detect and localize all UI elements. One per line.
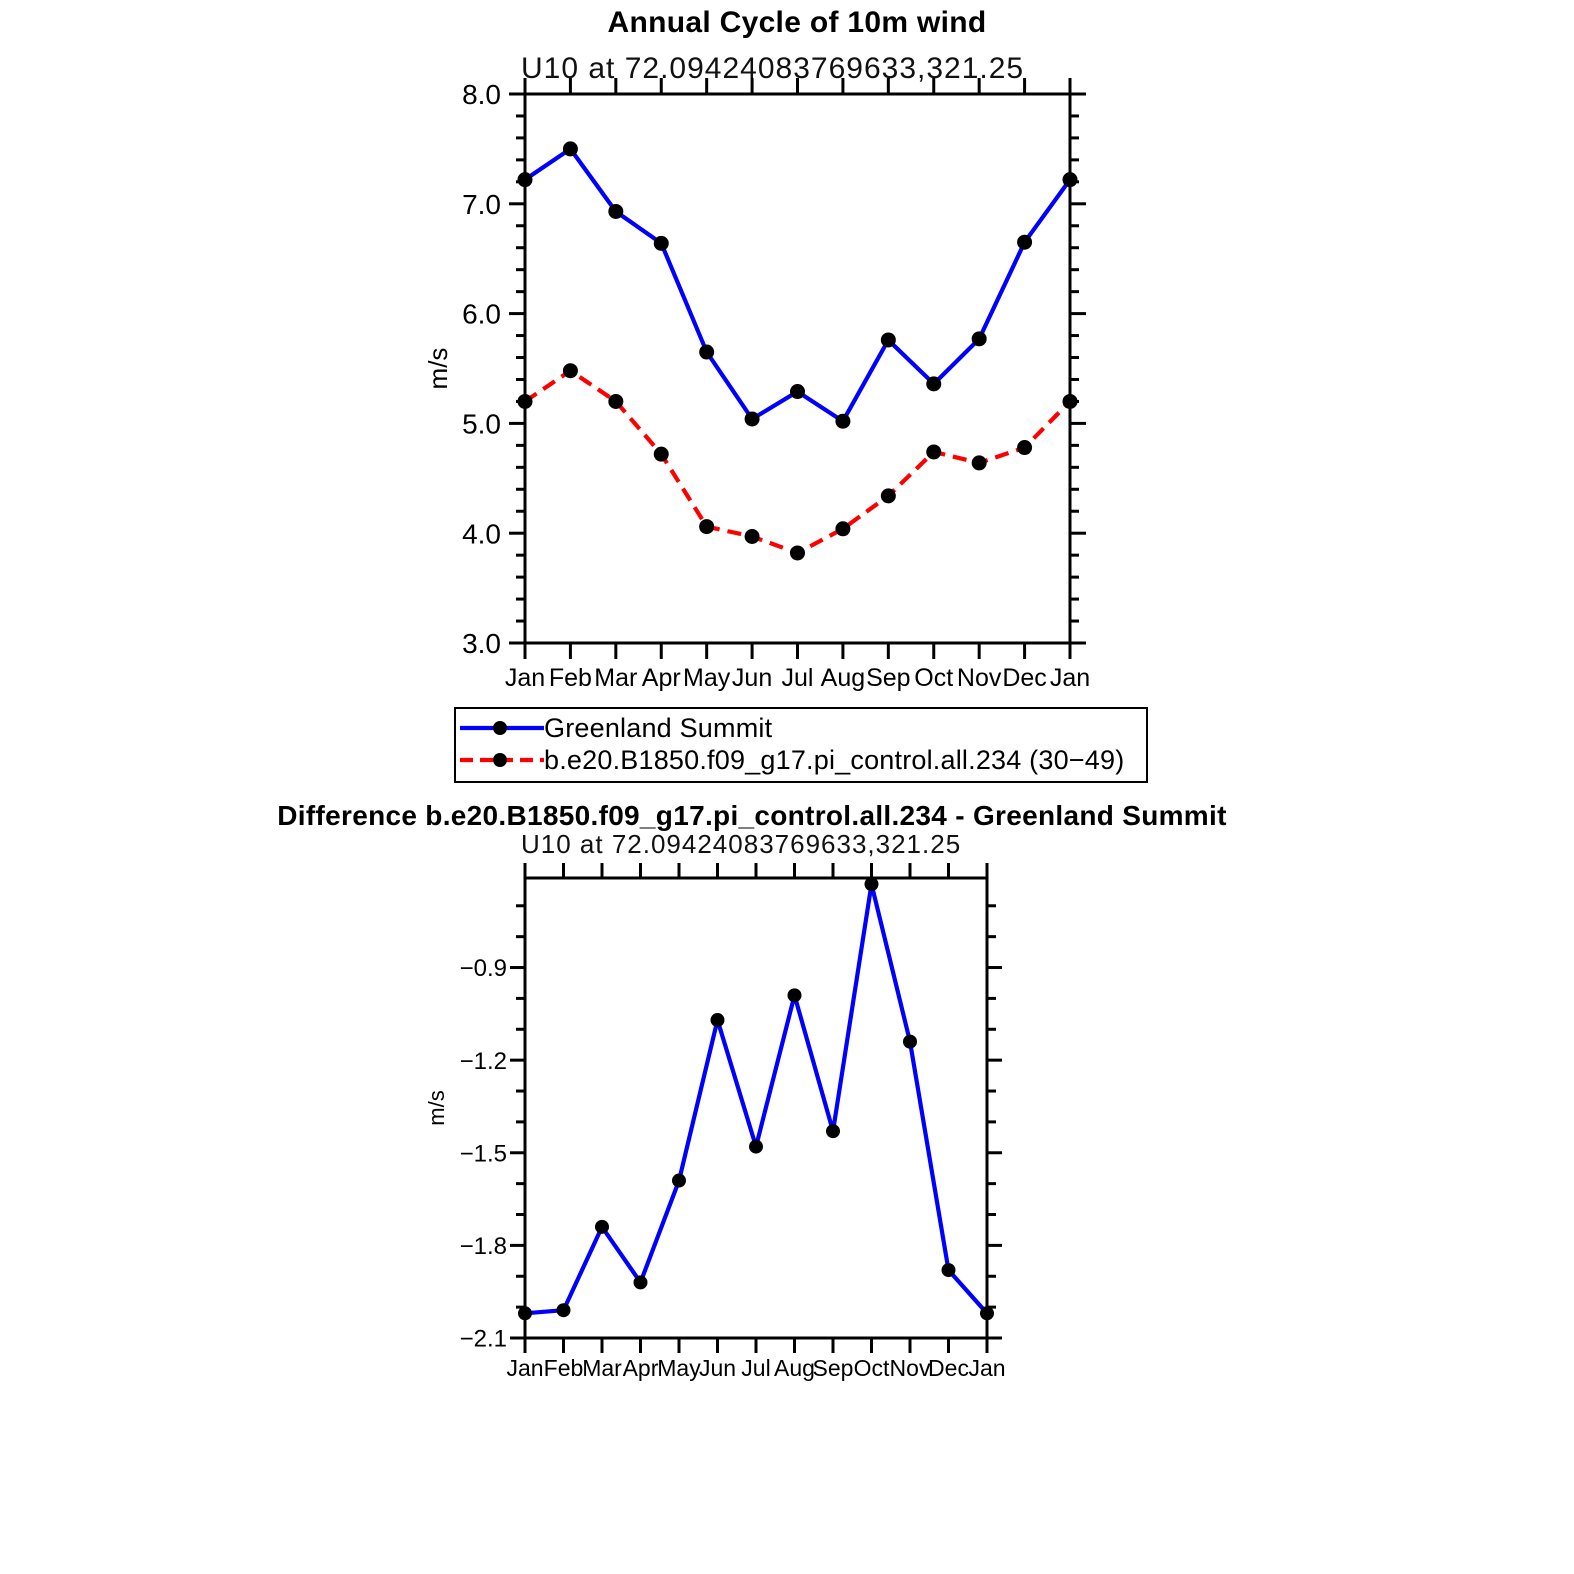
difference-title: Difference b.e20.B1850.f09_g17.pi_control.all.234 - Greenland Summit (277, 800, 1227, 831)
legend-label-greenland-summit: Greenland Summit (544, 712, 773, 743)
series-line (525, 371, 1070, 553)
annual-cycle-title: Annual Cycle of 10m wind (607, 6, 987, 39)
legend-entry-model-case (460, 744, 1142, 776)
data-point (926, 376, 941, 391)
difference-subtitle: U10 at 72.09424083769633,321.25 (521, 829, 962, 859)
data-point (518, 1306, 532, 1320)
y-tick-label: −1.2 (459, 1047, 507, 1075)
data-point (865, 877, 879, 891)
y-tick-label: 7.0 (462, 188, 501, 220)
x-tick-label: Jan (506, 1355, 544, 1381)
data-point (942, 1263, 956, 1277)
x-tick-label: Jun (698, 1355, 737, 1381)
x-tick-label: Apr (622, 1355, 659, 1381)
data-point (835, 521, 850, 536)
x-tick-label: May (683, 664, 731, 692)
x-tick-label: Feb (548, 664, 592, 692)
data-point (634, 1275, 648, 1289)
data-point (518, 394, 533, 409)
data-point (790, 384, 805, 399)
y-tick-label: 8.0 (462, 79, 501, 111)
x-tick-label: Nov (956, 664, 1002, 692)
data-point (654, 236, 669, 251)
x-tick-label: Feb (543, 1355, 584, 1381)
y-tick-label: 3.0 (462, 628, 501, 660)
data-point (972, 331, 987, 346)
legend-box (454, 707, 1148, 783)
data-point (557, 1303, 571, 1317)
y-tick-label: −1.8 (459, 1233, 507, 1261)
data-point (1063, 394, 1078, 409)
x-tick-label: Jan (1049, 664, 1091, 692)
x-tick-label: Mar (594, 664, 638, 692)
series-line (525, 149, 1070, 421)
data-point (903, 1035, 917, 1049)
x-tick-label: Nov (889, 1355, 931, 1381)
x-tick-label: Jun (731, 664, 773, 692)
data-point (654, 447, 669, 462)
data-point (595, 1220, 609, 1234)
data-point (881, 488, 896, 503)
data-point (881, 332, 896, 347)
data-point (1017, 235, 1032, 250)
data-point (980, 1306, 994, 1320)
y-tick-label: −1.5 (459, 1140, 507, 1168)
data-point (788, 988, 802, 1002)
data-point (608, 204, 623, 219)
x-tick-label: Dec (1002, 664, 1047, 692)
y-tick-label: 6.0 (462, 298, 501, 330)
data-point (711, 1013, 725, 1027)
x-tick-label: Aug (774, 1355, 815, 1381)
y-tick-label: 4.0 (462, 518, 501, 550)
plot-frame (525, 94, 1070, 643)
x-tick-label: Oct (914, 664, 954, 692)
data-point (699, 519, 714, 534)
x-tick-label: Aug (820, 664, 866, 692)
y-axis-label: m/s (424, 1090, 449, 1126)
data-point (1017, 440, 1032, 455)
data-point (1063, 172, 1078, 187)
plot-frame (525, 878, 987, 1338)
x-tick-label: Jul (741, 1355, 771, 1381)
x-tick-label: May (657, 1355, 701, 1381)
data-point (972, 455, 987, 470)
data-point (745, 412, 760, 427)
y-tick-label: −0.9 (459, 955, 507, 983)
x-tick-label: Sep (866, 664, 911, 692)
legend-marker-sample (493, 721, 507, 735)
data-point (926, 444, 941, 459)
legend-marker-sample (493, 753, 507, 767)
x-tick-label: Jul (781, 664, 814, 692)
series-line (525, 884, 987, 1313)
x-tick-label: Apr (641, 664, 681, 692)
red-dashed-line-sample (460, 745, 544, 775)
annual-cycle-subtitle: U10 at 72.09424083769633,321.25 (521, 52, 1025, 85)
x-tick-label: Oct (853, 1355, 890, 1381)
data-point (790, 545, 805, 560)
data-point (608, 394, 623, 409)
x-tick-label: Jan (504, 664, 546, 692)
data-point (563, 363, 578, 378)
blue-solid-line-sample (460, 713, 544, 743)
data-point (672, 1174, 686, 1188)
data-point (826, 1124, 840, 1138)
data-point (518, 172, 533, 187)
y-axis-label: m/s (423, 347, 453, 390)
data-point (563, 141, 578, 156)
y-tick-label: 5.0 (462, 408, 501, 440)
data-point (749, 1140, 763, 1154)
data-point (745, 529, 760, 544)
x-tick-label: Jan (968, 1355, 1006, 1381)
y-tick-label: −2.1 (459, 1325, 507, 1353)
x-tick-label: Mar (582, 1355, 622, 1381)
legend-entry-greenland-summit (460, 712, 1142, 744)
legend-label-model-case: b.e20.B1850.f09_g17.pi_control.all.234 (30−49) (544, 744, 1125, 775)
data-point (699, 345, 714, 360)
x-tick-label: Sep (812, 1355, 854, 1381)
data-point (835, 414, 850, 429)
x-tick-label: Dec (928, 1355, 969, 1381)
